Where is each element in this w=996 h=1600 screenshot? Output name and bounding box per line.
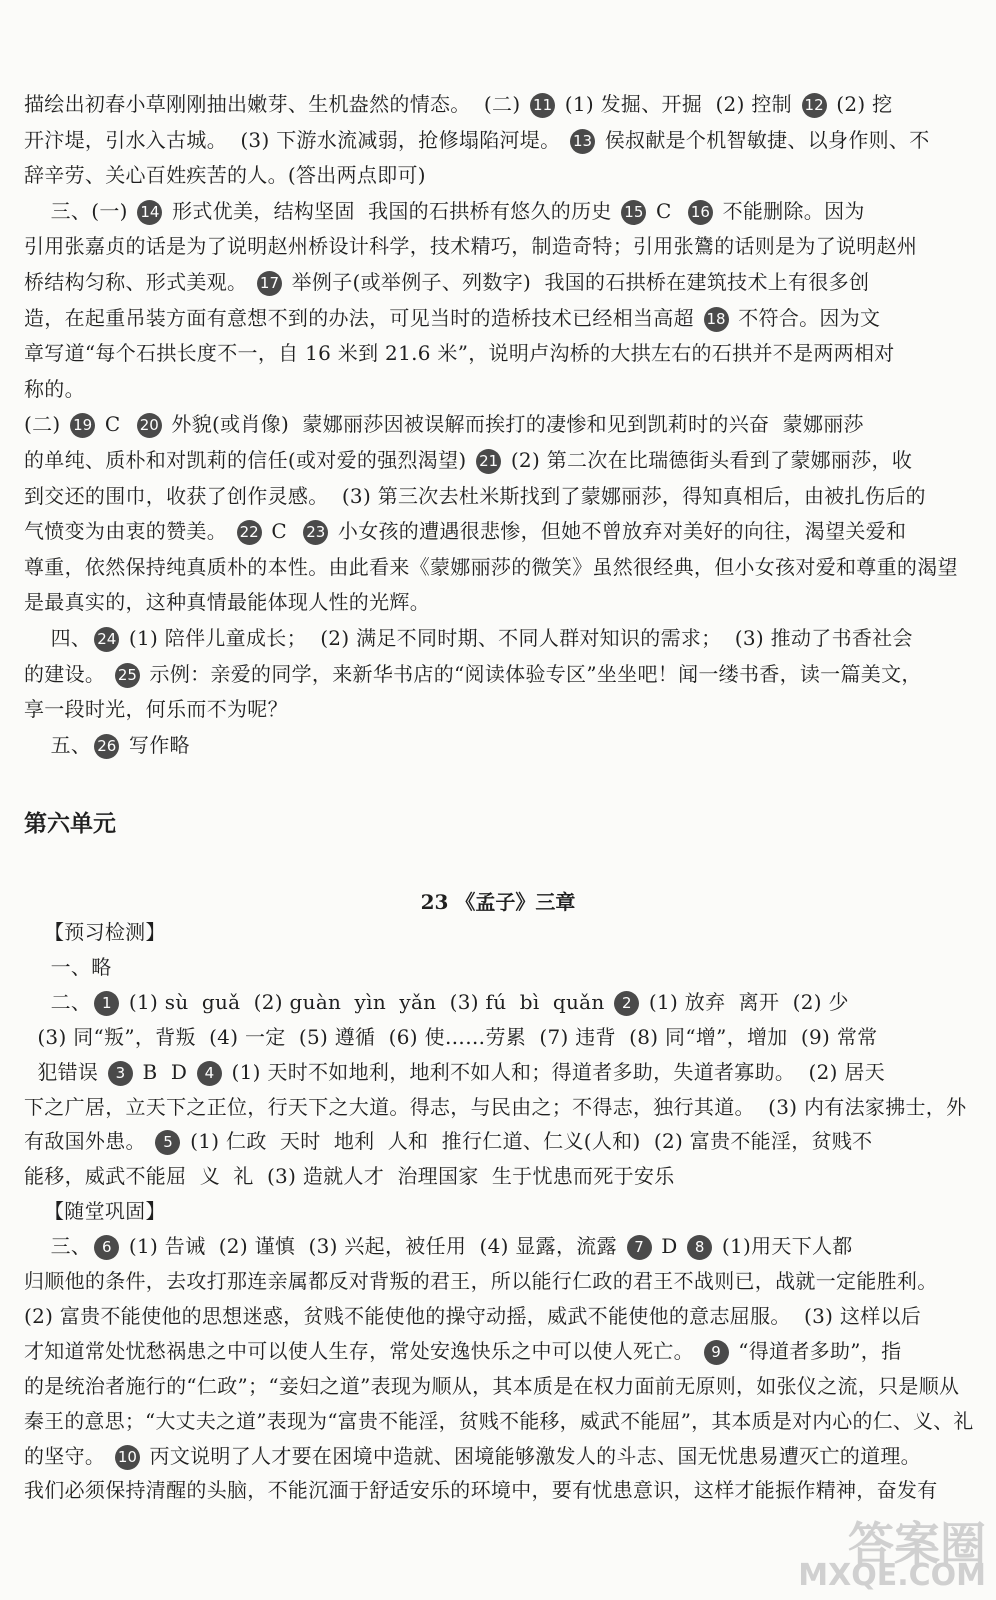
question-number-badge: 9: [704, 1340, 729, 1365]
text-line: [24, 1162, 675, 1190]
text-line: [24, 304, 880, 332]
question-number-badge: 12: [802, 93, 827, 118]
text-line: [24, 988, 849, 1016]
text-run: 不能删除。因为: [715, 198, 865, 223]
text-run: 气愤变为由衷的赞美。: [24, 519, 234, 544]
text-line: [24, 624, 913, 652]
text-run: B D: [135, 1059, 194, 1084]
text-run: 尊重，依然保持纯真质朴的本性。由此看来《蒙娜丽莎的微笑》虽然很经典，但小女孩对爱和尊重的渴望: [24, 554, 958, 579]
text-run: (1) 仁政 天时 地利 人和 推行仁道、仁义(人和) (2) 富贵不能淫，贫贱不: [183, 1129, 873, 1154]
text-line: [24, 731, 190, 759]
question-number-badge: 15: [621, 200, 646, 225]
text-run: 三、: [24, 1234, 92, 1259]
text-run: 开汴堤，引水入古城。 (3) 下游水流减弱，抢修塌陷河堤。: [24, 127, 568, 152]
question-number-badge: 24: [94, 627, 119, 652]
text-run: 一、略: [24, 954, 112, 979]
question-number-badge: 21: [476, 449, 501, 474]
text-line: [24, 953, 112, 981]
text-run: (1) 陪伴儿童成长； (2) 满足不同时期、不同人群对知识的需求； (3) 推动了书香社会: [122, 626, 913, 650]
question-number-badge: 1: [94, 991, 119, 1016]
text-run: 四、: [24, 626, 92, 650]
text-line: [24, 695, 288, 723]
question-number-badge: 25: [115, 663, 140, 688]
text-line: [24, 1337, 901, 1365]
watermark-bottom: MXQE.COM: [798, 1558, 986, 1593]
text-run: “得道者多助”，指: [731, 1338, 902, 1363]
text-run: 是最真实的，这种真情最能体现人性的光辉。: [24, 590, 430, 615]
question-number-badge: 14: [137, 200, 162, 225]
text-line: [24, 410, 864, 438]
text-run: 侯叔献是个机智敏捷、以身作则、不: [598, 127, 930, 152]
text-line: [24, 588, 430, 616]
text-run: 的是统治者施行的“仁政”；“妾妇之道”表现为顺从，其本质是在权力面前无原则，如张仪之流，只是顺从: [24, 1373, 960, 1398]
text-line: [24, 918, 166, 946]
question-number-badge: 26: [94, 734, 119, 759]
text-line: [24, 517, 906, 545]
text-line: [24, 1442, 921, 1470]
text-run: 秦王的意思；“大丈夫之道”表现为“富贵不能淫，贫贱不能移，威武不能屈”，其本质是对内心的仁、义、礼: [24, 1408, 974, 1433]
text-run: (1) 天时不如地利，地利不如人和；得道者多助，失道者寡助。 (2) 居天: [224, 1059, 885, 1084]
text-run: 归顺他的条件，去攻打那连亲属都反对背叛的君王，所以能行仁政的君王不战则已，战就一定能胜利。: [24, 1269, 938, 1293]
text-line: [24, 1372, 959, 1400]
question-number-badge: 22: [237, 520, 262, 545]
text-run: 章写道“每个石拱长度不一，自 16 米到 21.6 米”，说明卢沟桥的大拱左右的石拱并不是两两相对: [24, 341, 895, 366]
question-number-badge: 8: [687, 1235, 712, 1260]
text-run: 称的。: [24, 376, 85, 401]
text-line: [24, 232, 917, 260]
text-run: C: [264, 519, 301, 544]
text-run: 下之广居，立天下之正位，行天下之大道。得志，与民由之；不得志，独行其道。 (3) 内有法家拂士，外: [24, 1094, 967, 1119]
watermark-logo: [798, 1517, 986, 1593]
text-line: [24, 161, 426, 189]
question-number-badge: 3: [108, 1061, 133, 1086]
question-number-badge: 17: [257, 271, 282, 296]
text-run: 引用张嘉贞的话是为了说明赵州桥设计科学，技术精巧，制造奇特；引用张鷟的话则是为了说明赵州: [24, 234, 918, 259]
lesson-title: 23 《孟子》三章: [420, 890, 576, 914]
question-number-badge: 11: [530, 93, 555, 118]
text-line: [24, 1267, 938, 1295]
watermark-top: 答案圈: [848, 1517, 986, 1571]
text-run: 二、: [24, 989, 92, 1014]
text-run: 才知道常处忧愁祸患之中可以使人生存，常处安逸快乐之中可以使人死亡。: [24, 1338, 701, 1363]
text-run: (1) 放弃 离开 (2) 少: [642, 989, 849, 1014]
text-run: (1) sù guǎ (2) guàn yìn yǎn (3) fú bì quǎn: [122, 989, 612, 1014]
text-run: 的坚守。: [24, 1443, 112, 1468]
text-line: [24, 1197, 166, 1225]
text-line: [24, 1127, 872, 1155]
question-number-badge: 20: [137, 413, 162, 438]
text-run: 到交还的围巾，收获了创作灵感。 (3) 第三次去杜米斯找到了蒙娜丽莎，得知真相后，由被扎伤后的: [24, 483, 926, 508]
question-number-badge: 16: [688, 200, 713, 225]
text-line: [24, 660, 922, 688]
text-line: [24, 268, 869, 296]
text-line: [24, 1476, 938, 1504]
text-run: (1) 发掘、开掘 (2) 控制: [558, 92, 799, 116]
text-run: 享一段时光，何乐而不为呢？: [24, 697, 288, 722]
unit-heading: 第六单元: [24, 811, 116, 837]
text-run: 【预习检测】: [24, 920, 166, 944]
text-run: 五、: [24, 732, 92, 757]
text-run: (2) 第二次在比瑞德街头看到了蒙娜丽莎，收: [504, 448, 913, 472]
text-run: 写作略: [122, 732, 190, 757]
text-run: 有敌国外患。: [24, 1129, 153, 1154]
question-number-badge: 10: [115, 1445, 140, 1470]
text-line: [24, 1302, 921, 1330]
text-run: 描绘出初春小草刚刚抽出嫩芽、生机盎然的情态。 (二): [24, 92, 528, 116]
text-line: [24, 553, 958, 581]
text-line: [24, 1093, 966, 1121]
text-line: [24, 1407, 974, 1435]
question-number-badge: 19: [70, 413, 95, 438]
text-run: 的单纯、质朴和对凯莉的信任(或对爱的强烈渴望): [24, 448, 474, 472]
text-run: 我们必须保持清醒的头脑，不能沉湎于舒适安乐的环境中，要有忧患意识，这样才能振作精神，奋发有: [24, 1478, 938, 1503]
text-run: C: [649, 198, 685, 223]
text-run: 【随堂巩固】: [24, 1199, 166, 1224]
text-run: 犯错误: [24, 1059, 105, 1084]
text-line: [24, 446, 912, 474]
text-run: C: [98, 412, 134, 437]
text-line: [24, 1232, 853, 1260]
text-line: [24, 482, 926, 510]
text-line: [24, 339, 895, 367]
question-number-badge: 5: [155, 1130, 180, 1155]
text-run: 造，在起重吊装方面有意想不到的办法，可见当时的造桥技术已经相当高超: [24, 305, 701, 330]
text-run: 三、(一): [24, 198, 135, 223]
text-run: 辞辛劳、关心百姓疾苦的人。(答出两点即可): [24, 163, 426, 188]
text-run: (二): [24, 412, 68, 437]
question-number-badge: 13: [570, 129, 595, 154]
text-run: (1) 告诫 (2) 谨慎 (3) 兴起，被任用 (4) 显露，流露: [122, 1234, 624, 1259]
text-run: 桥结构匀称、形式美观。: [24, 270, 254, 294]
question-number-badge: 7: [627, 1235, 652, 1260]
question-number-badge: 4: [197, 1061, 222, 1086]
text-run: (1)用天下人都: [715, 1234, 853, 1259]
text-run: (2) 富贵不能使他的思想迷惑，贫贱不能使他的操守动摇，威武不能使他的意志屈服。 (3) 这样以后: [24, 1303, 922, 1328]
text-run: (3) 同“叛”，背叛 (4) 一定 (5) 遵循 (6) 使……劳累 (7) 违背 (8) 同“增”，增加 (9) 常常: [24, 1024, 878, 1049]
text-run: 外貌(或肖像) 蒙娜丽莎因被误解而挨打的凄惨和见到凯莉时的兴奋 蒙娜丽莎: [164, 412, 864, 437]
text-run: 不符合。因为文: [731, 305, 881, 330]
text-run: 能移，威武不能屈 义 礼 (3) 造就人才 治理国家 生于忧患而死于安乐: [24, 1164, 675, 1189]
text-line: [24, 197, 865, 225]
text-run: 小女孩的遭遇很悲惨，但她不曾放弃对美好的向往，渴望关爱和: [331, 519, 907, 544]
text-run: D: [654, 1234, 685, 1259]
text-run: 的建设。: [24, 661, 112, 686]
question-number-badge: 23: [303, 520, 328, 545]
question-number-badge: 18: [704, 307, 729, 332]
text-line: [24, 90, 892, 118]
text-run: (2) 挖: [829, 92, 893, 116]
text-line: [24, 1058, 885, 1086]
text-line: [24, 1023, 877, 1051]
text-run: 形式优美，结构坚固 我国的石拱桥有悠久的历史: [165, 198, 619, 223]
question-number-badge: 6: [94, 1235, 119, 1260]
text-run: 举例子(或举例子、列数字) 我国的石拱桥在建筑技术上有很多创: [284, 270, 870, 294]
text-run: 丙文说明了人才要在困境中造就、困境能够激发人的斗志、国无忧患易遭灭亡的道理。: [142, 1443, 921, 1468]
text-line: [24, 375, 85, 403]
question-number-badge: 2: [614, 991, 639, 1016]
text-run: 示例：亲爱的同学，来新华书店的“阅读体验专区”坐坐吧！闻一缕书香，读一篇美文，: [142, 661, 922, 686]
text-line: [24, 126, 930, 154]
